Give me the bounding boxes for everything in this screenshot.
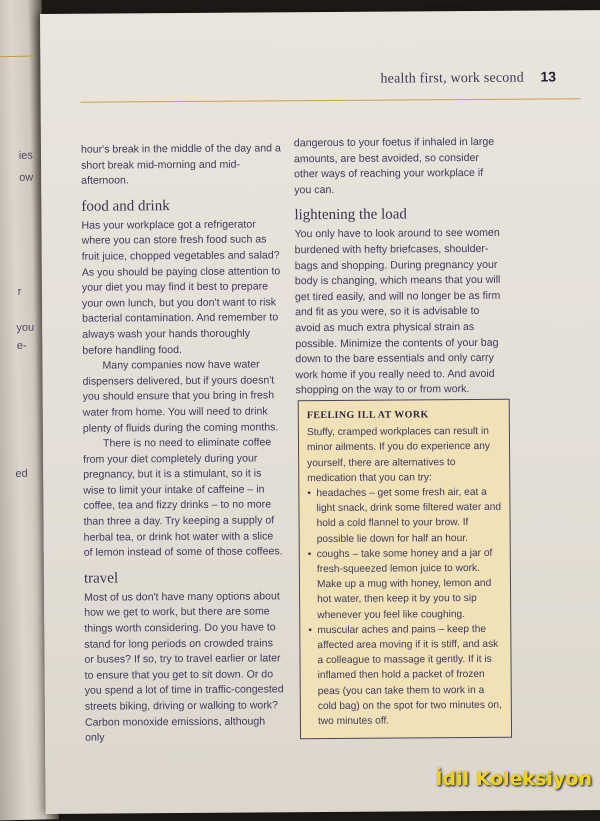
intro-paragraph: hour's break in the middle of the day and a short break mid-morning and mid-afternoon. (80, 142, 281, 187)
list-item-text: coughs – take some honey and a jar of fresh-squeezed lemon juice to work. Make up a mug with honey, lemon and hot water, then keep it by you to sip whenever you feel like coughing. (316, 547, 493, 621)
list-item (308, 546, 505, 623)
food-paragraph-3: There is no need to eliminate coffee from your diet completely during your pregnancy, but it is a stimulant, so it is wise to limit your intake of caffeine – in coffee, tea and fizzy drinks – to no more than three a day. Try keeping a supply of herbal tea, or drink hot water with a slice of lemon instead of some of those coffees. (83, 436, 283, 559)
feeling-ill-sidebar (298, 399, 512, 740)
left-page-fragment: e- (16, 339, 27, 352)
left-page-fragment: you (16, 321, 35, 334)
food-paragraph-1: Has your workplace got a refrigerator where you can store fresh food such as fruit juice, chopped vegetables and salad? As you should be paying close attention to your diet you may find it best to prepare your own lunch, but you don't want to risk bacterial contamination. And remember to always wash your hands thoroughly before handling food. (81, 218, 281, 357)
running-title: health first, work second (380, 70, 524, 87)
list-item-text: headaches – get some fresh air, eat a light snack, drink some filtered water and hold a cold flannel to your brow. If possible lie down for half an hour. (316, 486, 502, 545)
watermark: İdil Koleksiyon (435, 768, 592, 790)
list-item (308, 622, 505, 730)
bullet-icon: • (308, 624, 312, 636)
left-page-rule (0, 56, 35, 58)
bullet-icon: • (307, 548, 312, 560)
left-page-fragment: ow (19, 171, 34, 184)
bullet-icon: • (307, 488, 311, 500)
left-page-fragment: r (17, 285, 22, 298)
right-column (294, 135, 502, 399)
lightening-the-load-heading: lightening the load (294, 206, 407, 224)
load-paragraph: You only have to look around to see women burdened with hefty briefcases, shoulder-bags and shopping. During pregnancy your body is changing, which means that you will get tired easily, and will no longer be as firm and fit as you were, so it is advisable to avoid as much extra physical strain as possible. Minimize the contents of your bag down to the bare essentials and only carry work home if you really need to. And avoid shopping on the way to or from work. (294, 227, 501, 397)
continuation-paragraph: dangerous to your foetus if inhaled in large amounts, are best avoided, so consider other ways of reaching your workplace if you can. (293, 135, 495, 197)
left-column (81, 141, 285, 746)
food-paragraph-2: Many companies now have water dispensers delivered, but if yours doesn't you should ensure that you bring in fresh water from home. You will need to drink plenty of fluids during the coming months. (82, 358, 279, 435)
book-page (40, 10, 600, 814)
left-page-fragment: ed (15, 467, 28, 481)
food-and-drink-heading: food and drink (81, 197, 170, 215)
page-number: 13 (540, 68, 557, 85)
sidebar-list (307, 485, 505, 730)
left-page-fragment: ies (18, 149, 33, 162)
list-item-text: muscular aches and pains – keep the affected area moving if it is stiff, and ask a colleague to massage it gently. If it is inflamed then hold a packet of frozen peas (you can take them to work in a cold bag) on the spot for two minutes on, two minutes off. (317, 623, 502, 728)
travel-paragraph: Most of us don't have many options about how we get to work, but there are some things worth considering. Do you have to stand for long periods on crowded trains or buses? If so, try to travel earlier or later to ensure that you get to sit down. Or do you spend a lot of time in traffic-congested streets biking, driving or walking to work? Carbon monoxide emissions, although only (84, 590, 284, 744)
header-rule (81, 98, 581, 102)
sidebar-intro: Stuffy, cramped workplaces can result in minor ailments. If you do experience any yourself, there are alternatives to medication that you can try: (306, 426, 490, 484)
sidebar-title: FEELING ILL AT WORK (306, 409, 429, 422)
list-item (307, 485, 503, 547)
travel-heading: travel (83, 570, 119, 587)
